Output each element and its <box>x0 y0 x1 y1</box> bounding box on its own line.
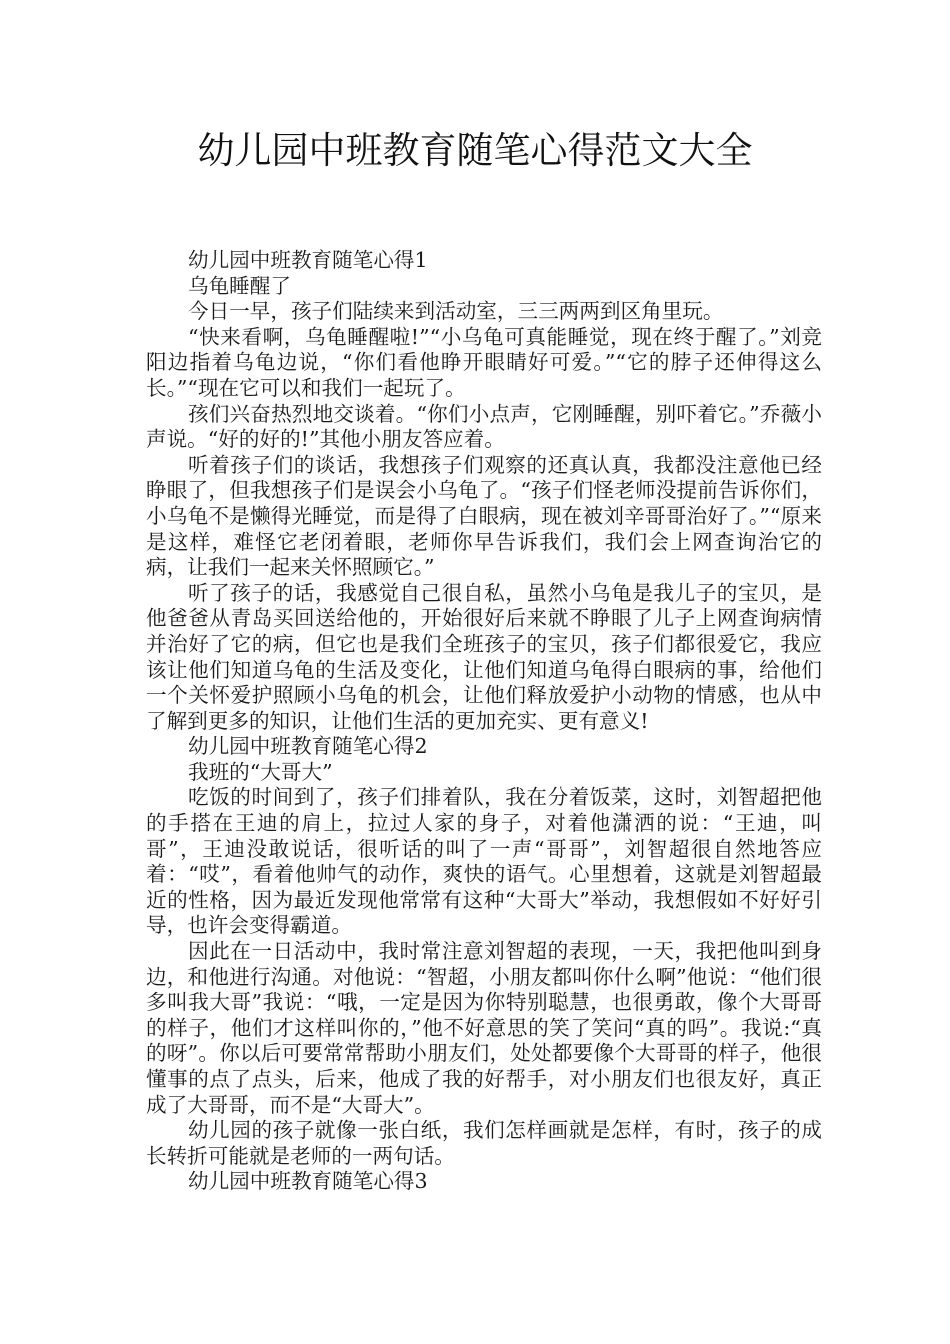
body-paragraph: 吃饭的时间到了，孩子们排着队，我在分着饭菜，这时，刘智超把他的手搭在王迪的肩上，拉过人家的身子，对着他潇洒的说：“王迪，叫哥”，王迪没敢说话，很听话的叫了一声“哥哥”，刘智超很自然地答应着：“哎”，看着他帅气的动作，爽快的语气。心里想着，这就是刘智超最近的性格，因为最近发现他常常有这种“大哥大”举动，我想假如不好好引导，也许会变得霸道。 <box>146 785 822 938</box>
document-body <box>146 248 822 1195</box>
body-paragraph: 听了孩子的话，我感觉自己很自私，虽然小乌龟是我儿子的宝贝，是他爸爸从青岛买回送给他的，开始很好后来就不睁眼了儿子上网查询病情并治好了它的病，但它也是我们全班孩子的宝贝，孩子们都很爱它，我应该让他们知道乌龟的生活及变化，让他们知道乌龟得白眼病的事，给他们一个关怀爱护照顾小乌龟的机会，让他们释放爱护小动物的情感，也从中了解到更多的知识，让他们生活的更加充实、更有意义! <box>146 580 822 733</box>
body-paragraph: 幼儿园的孩子就像一张白纸，我们怎样画就是怎样，有时，孩子的成长转折可能就是老师的一两句话。 <box>146 1118 822 1168</box>
body-paragraph: 因此在一日活动中，我时常注意刘智超的表现，一天，我把他叫到身边，和他进行沟通。对他说：“智超，小朋友都叫你什么啊”他说：“他们很多叫我大哥”我说：“哦，一定是因为你特别聪慧，也很勇敢，像个大哥哥的样子，他们才这样叫你的，”他不好意思的笑了笑问“真的吗”。我说:“真的呀”。你以后可要常常帮助小朋友们，处处都要像个大哥哥的样子，他很懂事的点了点头，后来，他成了我的好帮手，对小朋友们也很友好，真正成了大哥哥，而不是“大哥大”。 <box>146 939 822 1117</box>
story-title: 乌龟睡醒了 <box>188 273 291 298</box>
section-heading: 幼儿园中班教育随笔心得1 <box>188 248 428 272</box>
section-heading: 幼儿园中班教育随笔心得3 <box>188 1169 428 1194</box>
body-paragraph: 今日一早，孩子们陆续来到活动室，三三两两到区角里玩。 <box>188 299 724 324</box>
body-paragraph: 孩们兴奋热烈地交谈着。“你们小点声，它刚睡醒，别吓着它。”乔薇小声说。“好的好的!”其他小朋友答应着。 <box>146 401 822 452</box>
section-heading: 幼儿园中班教育随笔心得2 <box>188 734 428 759</box>
story-title: 我班的“大哥大” <box>188 759 333 784</box>
body-paragraph: “快来看啊，乌龟睡醒啦!”“小乌龟可真能睡觉，现在终于醒了。”刘竞阳边指着乌龟边说，“你们看他睁开眼睛好可爱。”“它的脖子还伸得这么长。”“现在它可以和我们一起玩了。 <box>146 324 822 400</box>
body-paragraph: 听着孩子们的谈话，我想孩子们观察的还真认真，我都没注意他已经睁眼了，但我想孩子们是误会小乌龟了。“孩子们怪老师没提前告诉你们，小乌龟不是懒得光睡觉，而是得了白眼病，现在被刘辛哥哥治好了。”“原来是这样，难怪它老闭着眼，老师你早告诉我们，我们会上网查询治它的病，让我们一起来关怀照顾它。” <box>146 452 822 580</box>
document-title: 幼儿园中班教育随笔心得范文大全 <box>197 129 753 172</box>
